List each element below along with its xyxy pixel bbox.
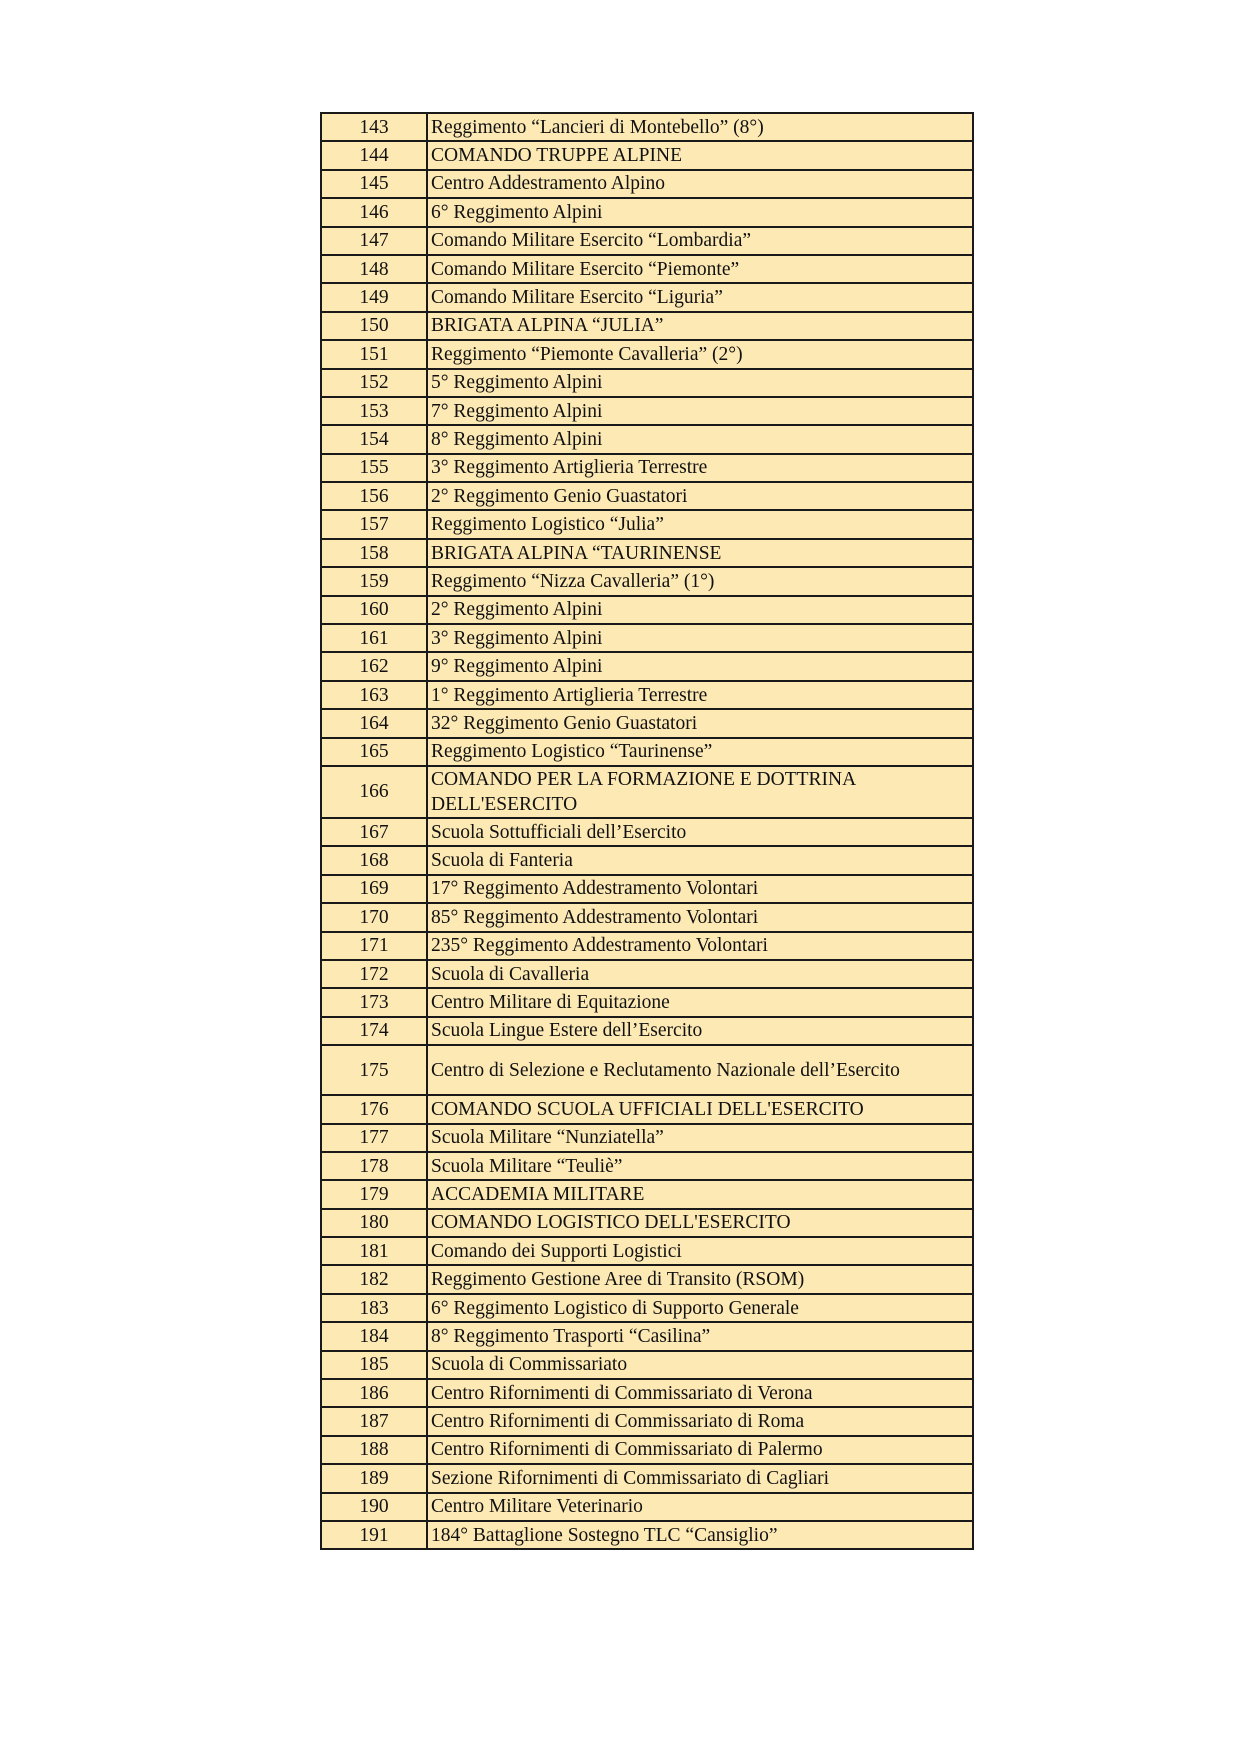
table-row [321, 255, 973, 283]
row-number: 154 [321, 425, 427, 453]
table-row [321, 846, 973, 874]
table-row [321, 1379, 973, 1407]
unit-name: 3° Reggimento Artiglieria Terrestre [427, 454, 973, 482]
table-row [321, 1407, 973, 1435]
table-row [321, 932, 973, 960]
unit-name: 184° Battaglione Sostegno TLC “Cansiglio” [427, 1521, 973, 1549]
row-number: 180 [321, 1209, 427, 1237]
row-number: 168 [321, 846, 427, 874]
row-number: 166 [321, 766, 427, 818]
unit-name: 85° Reggimento Addestramento Volontari [427, 903, 973, 931]
unit-name: COMANDO SCUOLA UFFICIALI DELL'ESERCITO [427, 1095, 973, 1123]
row-number: 190 [321, 1493, 427, 1521]
unit-name: Centro di Selezione e Reclutamento Nazionale dell’Esercito [427, 1045, 973, 1095]
row-number: 159 [321, 567, 427, 595]
table-row [321, 1351, 973, 1379]
table-row [321, 283, 973, 311]
table-row [321, 539, 973, 567]
unit-name: Reggimento Gestione Aree di Transito (RSOM) [427, 1265, 973, 1293]
row-number: 150 [321, 312, 427, 340]
table-row [321, 340, 973, 368]
row-number: 187 [321, 1407, 427, 1435]
row-number: 169 [321, 875, 427, 903]
table-row [321, 766, 973, 818]
unit-name: Reggimento “Piemonte Cavalleria” (2°) [427, 340, 973, 368]
unit-name: Scuola Militare “Nunziatella” [427, 1124, 973, 1152]
row-number: 176 [321, 1095, 427, 1123]
row-number: 188 [321, 1436, 427, 1464]
row-number: 151 [321, 340, 427, 368]
table-row [321, 1152, 973, 1180]
unit-name: 2° Reggimento Genio Guastatori [427, 482, 973, 510]
row-number: 152 [321, 369, 427, 397]
row-number: 144 [321, 141, 427, 169]
table-row [321, 903, 973, 931]
unit-name: Centro Militare di Equitazione [427, 988, 973, 1016]
unit-name: 235° Reggimento Addestramento Volontari [427, 932, 973, 960]
unit-name: BRIGATA ALPINA “TAURINENSE [427, 539, 973, 567]
table-row [321, 709, 973, 737]
unit-name: 8° Reggimento Alpini [427, 425, 973, 453]
row-number: 183 [321, 1294, 427, 1322]
table-row [321, 1045, 973, 1095]
table-row [321, 624, 973, 652]
table-row [321, 312, 973, 340]
row-number: 181 [321, 1237, 427, 1265]
row-number: 170 [321, 903, 427, 931]
row-number: 143 [321, 113, 427, 141]
unit-name: Comando Militare Esercito “Piemonte” [427, 255, 973, 283]
row-number: 191 [321, 1521, 427, 1549]
row-number: 160 [321, 596, 427, 624]
row-number: 161 [321, 624, 427, 652]
unit-name: 2° Reggimento Alpini [427, 596, 973, 624]
units-table-body [321, 113, 973, 1549]
table-row [321, 454, 973, 482]
unit-name: 7° Reggimento Alpini [427, 397, 973, 425]
row-number: 164 [321, 709, 427, 737]
table-row [321, 227, 973, 255]
table-row [321, 425, 973, 453]
row-number: 153 [321, 397, 427, 425]
table-row [321, 397, 973, 425]
table-row [321, 1294, 973, 1322]
unit-name: ACCADEMIA MILITARE [427, 1180, 973, 1208]
unit-name: 5° Reggimento Alpini [427, 369, 973, 397]
row-number: 146 [321, 198, 427, 226]
row-number: 163 [321, 681, 427, 709]
row-number: 177 [321, 1124, 427, 1152]
table-row [321, 1180, 973, 1208]
unit-name: 32° Reggimento Genio Guastatori [427, 709, 973, 737]
table-row [321, 875, 973, 903]
row-number: 149 [321, 283, 427, 311]
units-table [320, 112, 974, 1550]
unit-name: Centro Militare Veterinario [427, 1493, 973, 1521]
row-number: 189 [321, 1464, 427, 1492]
table-row [321, 652, 973, 680]
unit-name: 17° Reggimento Addestramento Volontari [427, 875, 973, 903]
unit-name: Comando dei Supporti Logistici [427, 1237, 973, 1265]
row-number: 178 [321, 1152, 427, 1180]
table-row [321, 1237, 973, 1265]
table-row [321, 596, 973, 624]
row-number: 147 [321, 227, 427, 255]
table-row [321, 738, 973, 766]
table-row [321, 113, 973, 141]
row-number: 172 [321, 960, 427, 988]
unit-name: Centro Addestramento Alpino [427, 170, 973, 198]
unit-name: Scuola Sottufficiali dell’Esercito [427, 818, 973, 846]
row-number: 185 [321, 1351, 427, 1379]
unit-name: COMANDO TRUPPE ALPINE [427, 141, 973, 169]
unit-name: Reggimento “Nizza Cavalleria” (1°) [427, 567, 973, 595]
row-number: 179 [321, 1180, 427, 1208]
table-row [321, 1017, 973, 1045]
table-row [321, 1265, 973, 1293]
table-row [321, 567, 973, 595]
row-number: 158 [321, 539, 427, 567]
unit-name: Scuola di Cavalleria [427, 960, 973, 988]
table-row [321, 1124, 973, 1152]
row-number: 162 [321, 652, 427, 680]
table-row [321, 170, 973, 198]
unit-name: Centro Rifornimenti di Commissariato di Palermo [427, 1436, 973, 1464]
row-number: 156 [321, 482, 427, 510]
table-row [321, 1322, 973, 1350]
table-row [321, 1464, 973, 1492]
table-row [321, 141, 973, 169]
unit-name: Comando Militare Esercito “Liguria” [427, 283, 973, 311]
unit-name: 3° Reggimento Alpini [427, 624, 973, 652]
unit-name: 1° Reggimento Artiglieria Terrestre [427, 681, 973, 709]
unit-name: BRIGATA ALPINA “JULIA” [427, 312, 973, 340]
table-row [321, 369, 973, 397]
table-row [321, 1095, 973, 1123]
table-row [321, 510, 973, 538]
table-row [321, 818, 973, 846]
unit-name: Scuola Lingue Estere dell’Esercito [427, 1017, 973, 1045]
row-number: 148 [321, 255, 427, 283]
unit-name: COMANDO PER LA FORMAZIONE E DOTTRINA DELL'ESERCITO [427, 766, 973, 818]
table-row [321, 1436, 973, 1464]
table-row [321, 960, 973, 988]
row-number: 173 [321, 988, 427, 1016]
row-number: 175 [321, 1045, 427, 1095]
unit-name: Comando Militare Esercito “Lombardia” [427, 227, 973, 255]
unit-name: Scuola Militare “Teuliè” [427, 1152, 973, 1180]
row-number: 157 [321, 510, 427, 538]
unit-name: 6° Reggimento Logistico di Supporto Generale [427, 1294, 973, 1322]
row-number: 167 [321, 818, 427, 846]
unit-name: Centro Rifornimenti di Commissariato di Roma [427, 1407, 973, 1435]
unit-name: Reggimento Logistico “Taurinense” [427, 738, 973, 766]
row-number: 174 [321, 1017, 427, 1045]
unit-name: Reggimento “Lancieri di Montebello” (8°) [427, 113, 973, 141]
table-row [321, 988, 973, 1016]
table-row [321, 1493, 973, 1521]
row-number: 182 [321, 1265, 427, 1293]
row-number: 186 [321, 1379, 427, 1407]
unit-name: Sezione Rifornimenti di Commissariato di Cagliari [427, 1464, 973, 1492]
unit-name: Reggimento Logistico “Julia” [427, 510, 973, 538]
row-number: 145 [321, 170, 427, 198]
unit-name: 6° Reggimento Alpini [427, 198, 973, 226]
unit-name: Scuola di Commissariato [427, 1351, 973, 1379]
unit-name: Scuola di Fanteria [427, 846, 973, 874]
table-row [321, 482, 973, 510]
table-row [321, 1209, 973, 1237]
unit-name: 9° Reggimento Alpini [427, 652, 973, 680]
unit-name: 8° Reggimento Trasporti “Casilina” [427, 1322, 973, 1350]
table-row [321, 681, 973, 709]
table-row [321, 1521, 973, 1549]
row-number: 155 [321, 454, 427, 482]
row-number: 184 [321, 1322, 427, 1350]
row-number: 165 [321, 738, 427, 766]
row-number: 171 [321, 932, 427, 960]
unit-name: COMANDO LOGISTICO DELL'ESERCITO [427, 1209, 973, 1237]
unit-name: Centro Rifornimenti di Commissariato di Verona [427, 1379, 973, 1407]
table-row [321, 198, 973, 226]
